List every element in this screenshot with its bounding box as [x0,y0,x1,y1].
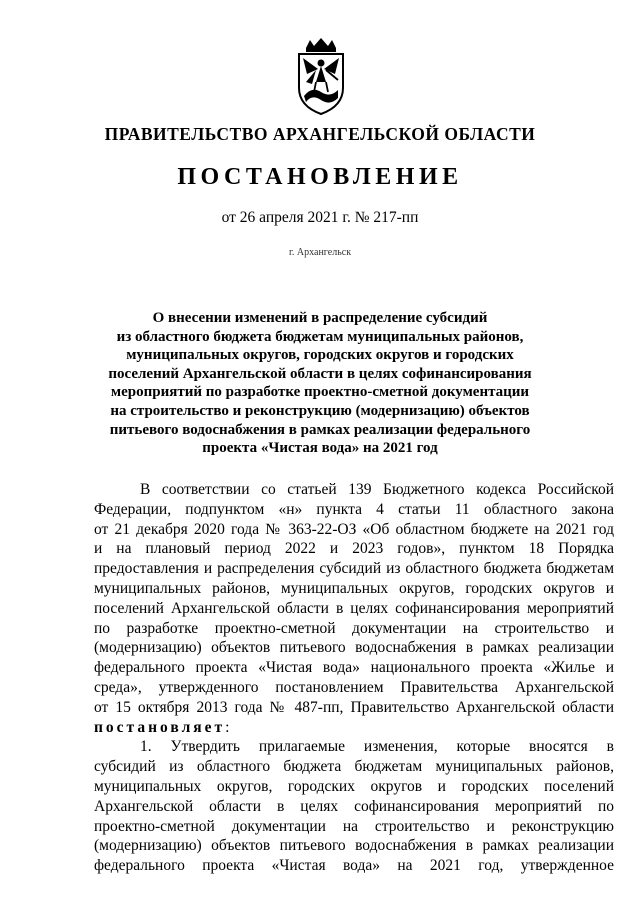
resolves-line [94,718,614,738]
resolves-colon: : [225,718,230,736]
body-line: среда», утвержденного постановлением Правительства Архангельской [94,678,614,696]
title-line: на строительство и реконструкцию (модернизацию) объектов [110,402,530,419]
body-line: (модернизацию) объектов питьевого водоснабжения в рамках реализации [94,837,614,855]
body-line: по разработке проектно-сметной документации на строительство и [94,619,614,637]
body-line: Архангельской области в целях софинансирования мероприятий по [94,797,614,815]
title-line: проекта «Чистая вода» на 2021 год [202,440,438,457]
body-line: В соответствии со статьей 139 Бюджетного кодекса Российской [140,481,614,498]
title-line: О внесении изменений в распределение субсидий [152,310,488,326]
body-line: субсидий из областного бюджета бюджетам муниципальных районов, [94,758,614,776]
title-line: муниципальных округов, городских округов и городских [126,347,514,364]
body-line: муниципальных округов, городских округов и городских поселений [94,777,614,795]
body-line: федерального проекта «Чистая вода» национального проекта «Жилье и [94,659,614,677]
body-line: предоставления и распределения субсидий из областного бюджета бюджетам [94,560,614,578]
title-line: из областного бюджета бюджетам муниципальных районов, [116,328,524,345]
body-line: и на плановый период 2022 и 2023 годов», пунктом 18 Порядка [94,540,614,558]
document-body [94,480,614,876]
body-line: проектно-сметной документации на строительство и реконструкцию [94,817,614,835]
body-line: (модернизацию) объектов питьевого водоснабжения в рамках реализации [94,639,614,657]
title-line: поселений Архангельской области в целях софинансирования [108,365,532,382]
document-city: г. Архангельск [288,247,352,258]
document-date-number: от 26 апреля 2021 г. № 217-пп [221,209,419,226]
body-line: муниципальных районов, муниципальных округов, городских округов и [94,579,614,597]
body-line: от 21 декабря 2020 года № 363-22-ОЗ «Об областном бюджете на 2021 год [94,520,614,538]
body-line: Федерации, подпунктом «н» пункта 4 статьи 11 областного закона [94,500,614,518]
title-line: мероприятий по разработке проектно-сметной документации [110,384,530,401]
resolves-word: постановляет [94,718,226,736]
body-line: федерального проекта «Чистая вода» на 2021 год, утвержденное [94,857,614,875]
body-line: 1. Утвердить прилагаемые изменения, которые вносятся в [140,738,614,756]
document-type: ПОСТАНОВЛЕНИЕ [177,164,463,190]
archangel-coat-of-arms-icon [294,36,348,116]
body-line: от 15 октября 2013 года № 487-пп, Правительство Архангельской области [94,698,614,716]
body-line: поселений Архангельской области в целях софинансирования мероприятий [94,599,614,617]
organization-name: ПРАВИТЕЛЬСТВО АРХАНГЕЛЬСКОЙ ОБЛАСТИ [104,124,536,144]
title-line: питьевого водоснабжения в рамках реализации федерального [109,421,531,438]
document-title [90,309,550,458]
